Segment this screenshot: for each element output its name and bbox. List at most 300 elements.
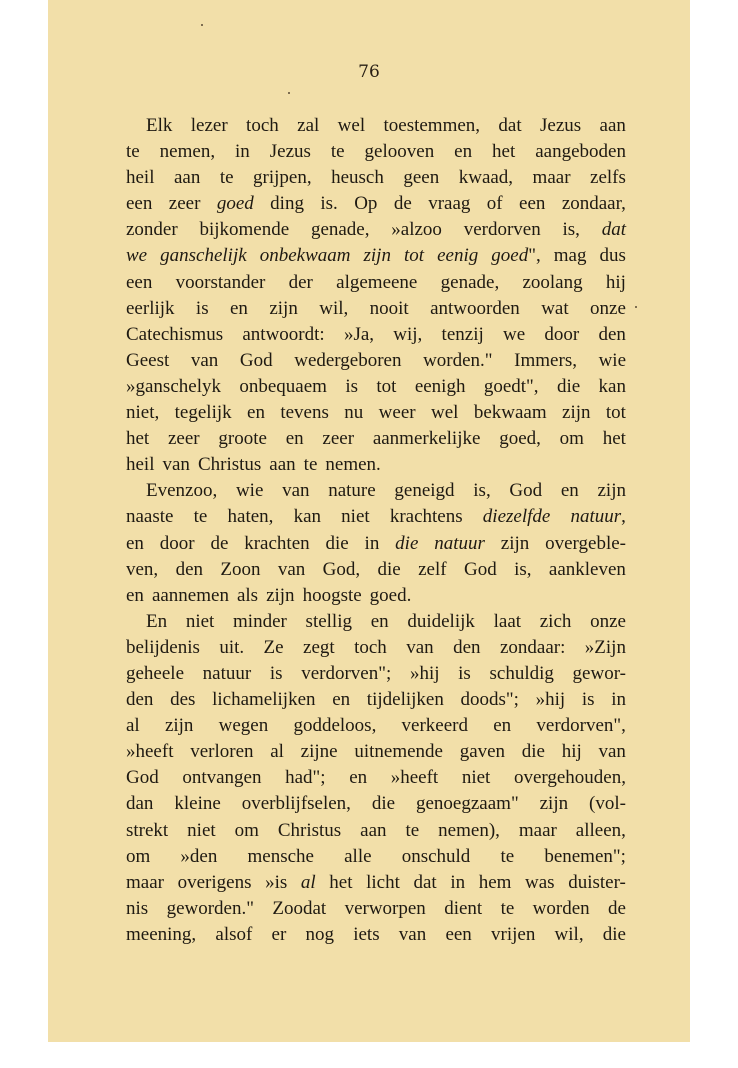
word: strekt	[126, 819, 169, 841]
text-line	[126, 765, 626, 791]
word: des	[170, 689, 196, 711]
word: grijpen,	[253, 167, 312, 189]
word: overgeble-	[545, 532, 626, 554]
word: eenig	[437, 245, 479, 267]
word: zijn	[597, 480, 626, 502]
text-line	[126, 400, 626, 426]
word: nis	[126, 897, 149, 919]
word: te	[126, 141, 140, 163]
word: niet	[461, 767, 491, 789]
word: in	[611, 689, 626, 711]
word: eerlijk	[126, 297, 175, 319]
word: tenzij	[441, 323, 484, 345]
word: (vol-	[589, 793, 626, 815]
word: Christus	[277, 819, 342, 841]
word: overblijfselen,	[241, 793, 351, 815]
word: we	[126, 245, 148, 267]
word: wil,	[319, 297, 349, 319]
word: al	[300, 871, 316, 893]
word: belijdenis	[126, 636, 200, 658]
word: laat	[493, 610, 522, 632]
word: diezelfde	[482, 506, 551, 528]
word: een	[126, 271, 153, 293]
word: worden."	[423, 349, 493, 371]
word: God	[239, 349, 273, 371]
word: zoolang	[522, 271, 583, 293]
word: van	[282, 480, 310, 502]
word: van	[277, 558, 306, 580]
word: aan	[599, 115, 626, 136]
word: is	[269, 662, 283, 684]
word: Geest	[126, 349, 170, 371]
text-line	[126, 296, 626, 322]
text-line	[126, 191, 626, 217]
word: dient	[444, 897, 483, 919]
word: van	[190, 349, 219, 371]
word: te	[219, 167, 234, 189]
word: »Zijn	[584, 636, 626, 658]
word: die	[602, 923, 626, 945]
word: »hij	[409, 662, 440, 684]
word: zeer	[167, 428, 200, 450]
word: dan	[126, 793, 154, 815]
word: alleen,	[575, 819, 626, 841]
text-line	[126, 635, 626, 661]
page-number: 76	[358, 62, 380, 82]
word: goedt",	[483, 375, 539, 397]
word: en	[349, 767, 368, 789]
text-line	[126, 687, 626, 713]
word: »alzoo	[391, 219, 442, 241]
word: Elk	[146, 115, 173, 136]
word: tegelijk	[174, 402, 232, 424]
word: meening,	[126, 923, 197, 945]
text-line	[126, 791, 626, 817]
word: is	[345, 375, 358, 397]
word: niet	[341, 506, 370, 528]
word: verworpen	[344, 897, 426, 919]
word: te	[500, 897, 515, 919]
word: het	[492, 141, 516, 163]
word: goddeloos,	[293, 715, 377, 737]
word: »ganschelyk	[126, 375, 221, 397]
text-line	[126, 557, 626, 583]
word: vraag	[428, 193, 471, 215]
word: verdorven";	[301, 662, 392, 684]
word: dat	[413, 871, 437, 893]
word: is	[458, 662, 471, 684]
word: goed",	[491, 245, 541, 267]
word: »Ja,	[343, 323, 375, 345]
word: zijn	[562, 402, 591, 424]
word: lichamelijken	[212, 689, 316, 711]
word: een	[126, 193, 153, 215]
word: Zoon	[220, 558, 261, 580]
word: wie	[598, 349, 626, 371]
word: aannemen	[151, 584, 229, 606]
word: geneigd	[394, 480, 455, 502]
word: hoogste	[302, 584, 362, 606]
word: hij	[605, 271, 626, 293]
word: de	[393, 193, 412, 215]
word: onze	[590, 297, 626, 319]
word: krachten	[244, 532, 310, 554]
word: »heeft	[126, 741, 174, 763]
word: bekwaam	[473, 402, 547, 424]
word: benemen";	[544, 845, 626, 867]
word: aan	[173, 167, 201, 189]
word: Ze	[263, 636, 284, 658]
word: van	[162, 454, 190, 476]
word: een	[445, 923, 472, 945]
word: iets	[353, 923, 380, 945]
word: geheele	[126, 662, 185, 684]
text-line	[126, 374, 626, 400]
word: niet,	[126, 402, 160, 424]
word: die	[377, 558, 401, 580]
word: overigens	[177, 871, 252, 893]
word: nu	[344, 402, 364, 424]
word: »heeft	[390, 767, 439, 789]
word: zijn	[164, 715, 194, 737]
word: zijn	[266, 584, 295, 606]
word: God	[126, 767, 159, 789]
word: licht	[366, 871, 400, 893]
text-line	[126, 165, 626, 191]
word: weer	[378, 402, 416, 424]
word: verdorven	[463, 219, 541, 241]
word: groote	[218, 428, 267, 450]
text-line	[126, 922, 626, 948]
word: in	[364, 532, 380, 554]
word: natuur	[434, 532, 485, 554]
word: dat	[601, 219, 626, 241]
word: was	[525, 871, 555, 893]
word: aanmerkelijke	[372, 428, 481, 450]
word: en	[493, 715, 512, 737]
text-line	[126, 661, 626, 687]
word: of	[486, 193, 503, 215]
word: kwaad,	[458, 167, 514, 189]
paper-speck	[288, 92, 290, 94]
word: te	[500, 845, 515, 867]
text-line	[126, 139, 626, 165]
word: zijn	[539, 793, 569, 815]
word: zelf	[418, 558, 447, 580]
word: Zoodat	[272, 897, 327, 919]
word: onbequaem	[239, 375, 327, 397]
word: krachtens	[389, 506, 463, 528]
word: die	[325, 532, 349, 554]
word: God	[463, 558, 497, 580]
word: nooit	[369, 297, 409, 319]
word: den	[598, 323, 626, 345]
word: nemen,	[159, 141, 216, 163]
word: toestemmen,	[383, 115, 481, 136]
word: haten,	[227, 506, 274, 528]
word: goed	[216, 193, 254, 215]
word: heusch	[331, 167, 384, 189]
word: tot	[403, 245, 425, 267]
word: genade,	[310, 219, 370, 241]
word: der	[288, 271, 313, 293]
word: in	[235, 141, 250, 163]
word: uit.	[219, 636, 245, 658]
word: te	[193, 506, 208, 528]
word: en	[126, 584, 144, 606]
word: zijne	[300, 741, 338, 763]
word: wat	[541, 297, 569, 319]
word: van	[398, 923, 427, 945]
text-line	[126, 583, 626, 609]
word: duister-	[568, 871, 626, 893]
word: wel	[430, 402, 459, 424]
word: tevens	[280, 402, 329, 424]
word: zijn	[500, 532, 530, 554]
word: en	[370, 610, 389, 632]
word: worden	[532, 897, 590, 919]
word: hem	[478, 871, 512, 893]
text-line	[126, 322, 626, 348]
word: overgehouden,	[513, 767, 626, 789]
word: kan	[293, 506, 322, 528]
word: om	[559, 428, 584, 450]
text-line	[126, 739, 626, 765]
word: wij,	[393, 323, 423, 345]
word: zeer	[322, 428, 355, 450]
word: lezer	[190, 115, 228, 136]
word: maar	[532, 167, 571, 189]
word: doods";	[460, 689, 519, 711]
word: door	[159, 532, 195, 554]
word: zeer	[168, 193, 201, 215]
word: die	[371, 793, 396, 815]
word: antwoorden	[430, 297, 520, 319]
word: nemen),	[438, 819, 500, 841]
word: dus	[599, 245, 626, 267]
word: antwoordt:	[242, 323, 325, 345]
word: de	[210, 532, 229, 554]
word: zondaar:	[499, 636, 566, 658]
word: toch	[354, 636, 387, 658]
word: den	[175, 558, 203, 580]
word: tot	[605, 402, 626, 424]
word: Evenzoo,	[146, 480, 218, 502]
word: te	[303, 454, 318, 476]
word: aan	[269, 454, 296, 476]
word: om	[126, 845, 151, 867]
word: en	[332, 689, 351, 711]
word: zijn	[269, 297, 298, 319]
word: aankleven	[548, 558, 626, 580]
word: ding	[270, 193, 304, 215]
word: zal	[297, 115, 320, 136]
word: »hij	[535, 689, 566, 711]
word: door	[544, 323, 580, 345]
word: natuur	[202, 662, 252, 684]
word: en	[247, 402, 265, 424]
word: genade,	[440, 271, 500, 293]
word: nature	[328, 480, 376, 502]
word: kleine	[174, 793, 221, 815]
word: wie	[235, 480, 264, 502]
word: al	[126, 715, 140, 737]
word: ganschelijk	[160, 245, 247, 267]
word: en	[560, 480, 579, 502]
word: geen	[403, 167, 440, 189]
word: naaste	[126, 506, 174, 528]
word: onbekwaam	[259, 245, 351, 267]
text-line	[126, 478, 626, 504]
word: nog	[305, 923, 334, 945]
word: uitnemende	[354, 741, 443, 763]
word: in	[450, 871, 466, 893]
word: Christus	[197, 454, 262, 476]
text-line	[126, 609, 626, 635]
word: Jezus	[269, 141, 311, 163]
word: kan	[598, 375, 626, 397]
word: van	[598, 741, 626, 763]
text-line	[126, 243, 626, 269]
text-line	[126, 452, 626, 478]
word: onschuld	[401, 845, 471, 867]
word: het	[329, 871, 353, 893]
word: heil	[126, 454, 155, 476]
word: verdorven",	[536, 715, 626, 737]
word: een	[519, 193, 546, 215]
word: genoegzaam"	[416, 793, 519, 815]
word: het	[126, 428, 150, 450]
word: zonder	[126, 219, 178, 241]
word: is,	[514, 558, 532, 580]
word: om	[234, 819, 259, 841]
word: alle	[344, 845, 372, 867]
word: wedergeboren	[294, 349, 402, 371]
word: en	[230, 297, 248, 319]
word: schuldig	[489, 662, 554, 684]
word: die	[556, 375, 581, 397]
word: toch	[246, 115, 279, 136]
text-line	[126, 113, 626, 139]
text-line	[126, 531, 626, 557]
word: we	[503, 323, 526, 345]
word: ontvangen	[182, 767, 262, 789]
word: het	[602, 428, 626, 450]
word: is	[195, 297, 209, 319]
word: goed,	[499, 428, 541, 450]
word: zondaar,	[561, 193, 626, 215]
word: God,	[322, 558, 361, 580]
word: den	[453, 636, 481, 658]
word: verkeerd	[401, 715, 469, 737]
word: van	[406, 636, 434, 658]
word: er	[271, 923, 287, 945]
word: aangeboden	[535, 141, 626, 163]
word: al	[270, 741, 284, 763]
word: goed.	[369, 584, 412, 606]
word: ven,	[126, 558, 159, 580]
word: minder	[233, 610, 287, 632]
word: is,	[473, 480, 491, 502]
word: zijn	[363, 245, 391, 267]
word: Catechismus	[126, 323, 224, 345]
word: Jezus	[540, 115, 582, 136]
word: »den	[180, 845, 218, 867]
word: gaven	[459, 741, 506, 763]
word: nemen.	[325, 454, 381, 476]
word: die	[521, 741, 545, 763]
word: wel	[337, 115, 366, 136]
word: gelooven	[364, 141, 435, 163]
word: is,	[562, 219, 580, 241]
word: En	[146, 610, 168, 632]
word: alsof	[215, 923, 253, 945]
word: heil	[126, 167, 155, 189]
word: tijdelijken	[366, 689, 444, 711]
word: is	[581, 689, 595, 711]
word: en	[285, 428, 304, 450]
text-line	[126, 896, 626, 922]
word: die	[395, 532, 419, 554]
word: vrijen	[491, 923, 536, 945]
text-line	[126, 818, 626, 844]
word: niet	[187, 819, 216, 841]
text-line	[126, 870, 626, 896]
word: eenigh	[414, 375, 466, 397]
word: tot	[376, 375, 397, 397]
word: wil,	[554, 923, 584, 945]
word: algemeene	[336, 271, 418, 293]
word: verloren	[190, 741, 254, 763]
text-line	[126, 217, 626, 243]
text-line	[126, 348, 626, 374]
word: Op	[354, 193, 378, 215]
word: bijkomende	[199, 219, 290, 241]
word: zegt	[303, 636, 335, 658]
word: te	[330, 141, 345, 163]
word: te	[405, 819, 420, 841]
text-line	[126, 713, 626, 739]
word: Immers,	[514, 349, 577, 371]
word: en	[454, 141, 473, 163]
word: mag	[553, 245, 587, 267]
word: natuur,	[570, 506, 626, 528]
word: dat	[498, 115, 522, 136]
word: den	[126, 689, 154, 711]
word: voorstander	[175, 271, 266, 293]
paper-speck	[201, 24, 203, 26]
book-page	[48, 0, 690, 1042]
word: stellig	[305, 610, 352, 632]
word: gewor-	[572, 662, 626, 684]
word: is.	[320, 193, 338, 215]
word: zelfs	[590, 167, 626, 189]
text-line	[126, 426, 626, 452]
word: duidelijk	[407, 610, 475, 632]
word: onze	[590, 610, 626, 632]
word: geworden."	[166, 897, 254, 919]
word: maar	[126, 871, 164, 893]
word: als	[236, 584, 259, 606]
word: wegen	[218, 715, 269, 737]
word: aan	[360, 819, 387, 841]
body-text	[126, 113, 626, 948]
word: had";	[285, 767, 326, 789]
word: niet	[185, 610, 215, 632]
text-line	[126, 504, 626, 530]
text-line	[126, 270, 626, 296]
word: »is	[265, 871, 288, 893]
